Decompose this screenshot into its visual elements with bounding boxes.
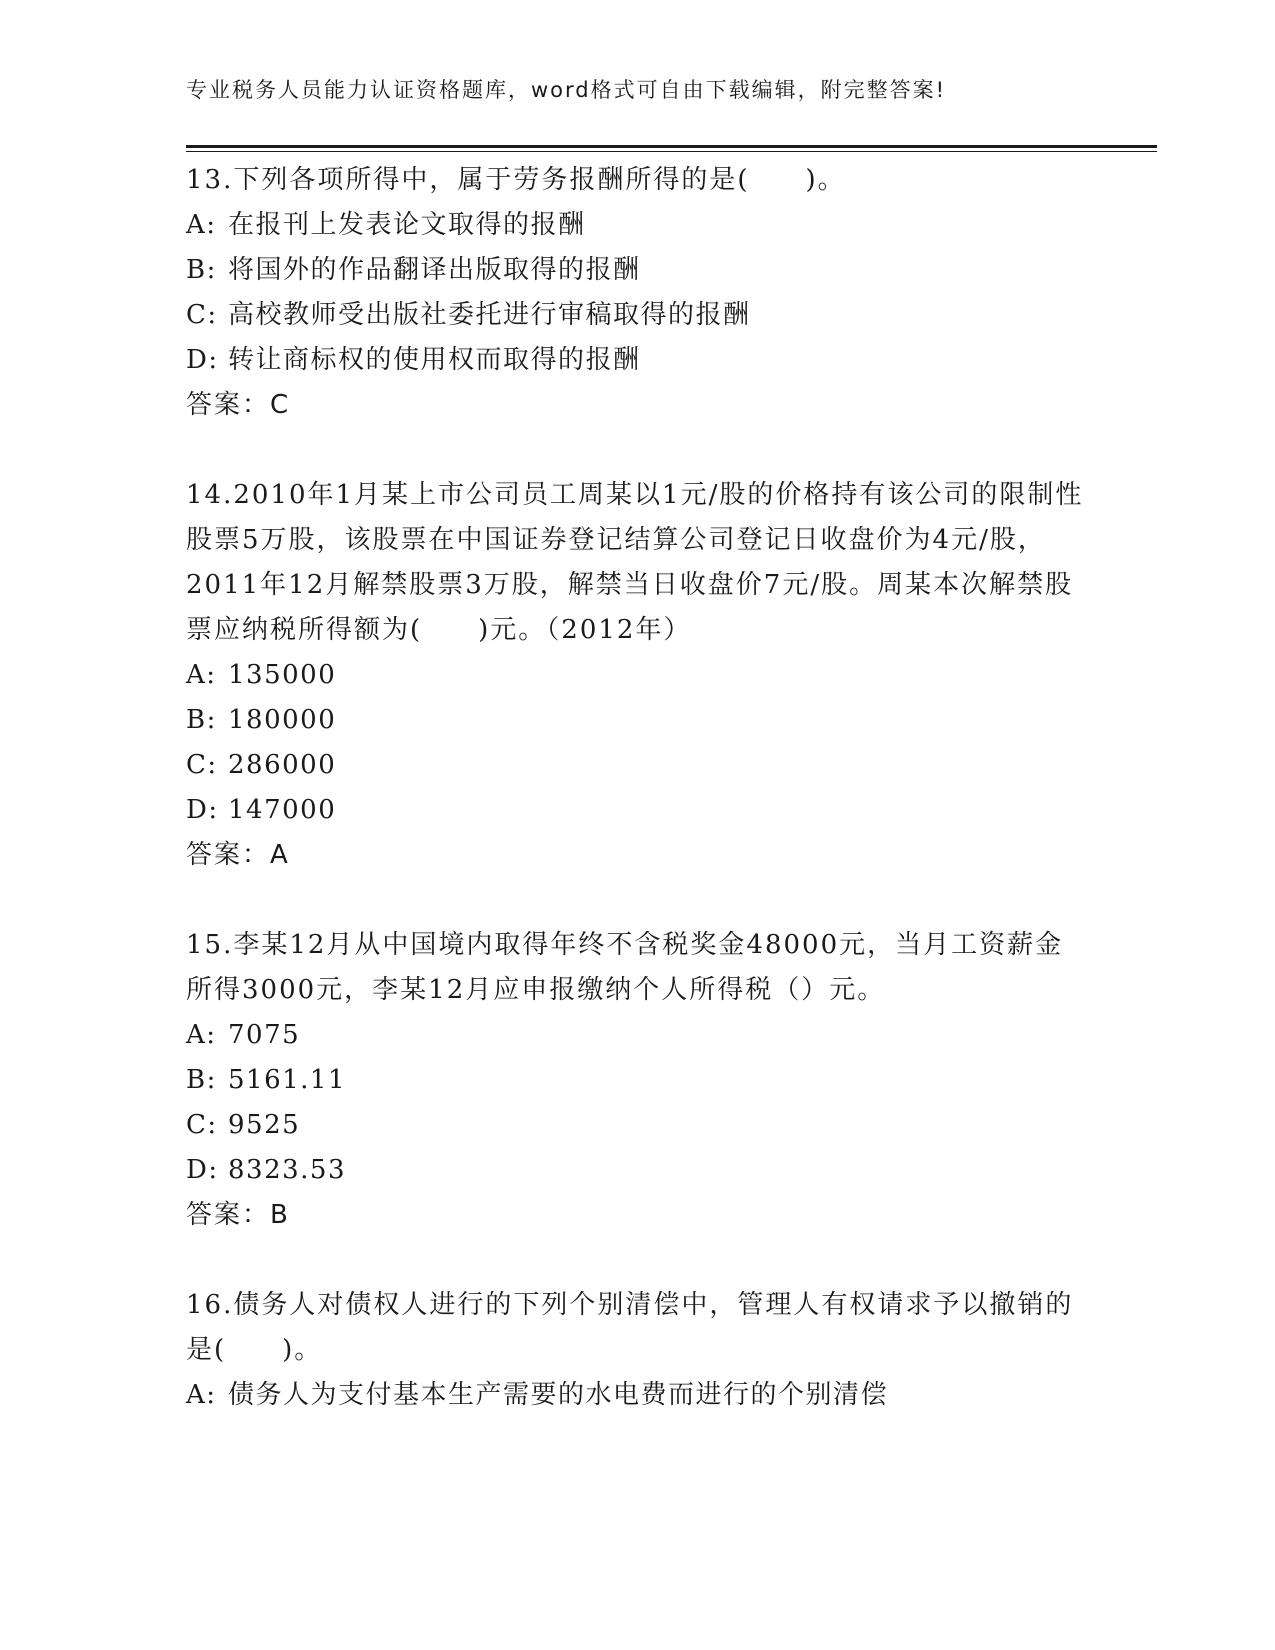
answer-line: 答案：A — [186, 840, 290, 870]
option-d — [186, 338, 1086, 383]
option-a — [186, 1013, 1086, 1058]
option-letter: D: — [186, 345, 219, 375]
option-letter: D: — [186, 1155, 219, 1185]
option-text: 135000 — [228, 660, 337, 690]
option-letter: A: — [186, 660, 217, 690]
option-text: 286000 — [228, 750, 337, 780]
option-a — [186, 653, 1086, 698]
question-stem: 16.债务人对债权人进行的下列个别清偿中，管理人有权请求予以撤销的是( )。 — [186, 1290, 1074, 1365]
option-d — [186, 1148, 1086, 1193]
option-c — [186, 1103, 1086, 1148]
question-stem: 14.2010年1月某上市公司员工周某以1元/股的价格持有该公司的限制性股票5万股，该股票在中国证券登记结算公司登记日收盘价为4元/股，2011年12月解禁股票3万股，解禁当日收盘价7元/股。周某本次解禁股票应纳税所得额为( )元。（2012年） — [186, 480, 1084, 645]
option-letter: D: — [186, 795, 219, 825]
option-c — [186, 293, 1086, 338]
option-b — [186, 1058, 1086, 1103]
option-letter: A: — [186, 1020, 217, 1050]
option-letter: A: — [186, 1380, 217, 1410]
answer-line: 答案：C — [186, 390, 291, 420]
option-text: 147000 — [228, 795, 337, 825]
question-stem: 13.下列各项所得中，属于劳务报酬所得的是( )。 — [186, 165, 846, 195]
question-14 — [186, 473, 1086, 878]
question-16 — [186, 1283, 1086, 1418]
option-c — [186, 743, 1086, 788]
option-letter: A: — [186, 210, 217, 240]
option-text: 债务人为支付基本生产需要的水电费而进行的个别清偿 — [228, 1380, 889, 1410]
option-b — [186, 248, 1086, 293]
option-text: 5161.11 — [228, 1065, 347, 1095]
question-list — [186, 158, 1086, 1418]
question-stem: 15.李某12月从中国境内取得年终不含税奖金48000元，当月工资薪金所得3000元，李某12月应申报缴纳个人所得税（）元。 — [186, 930, 1064, 1005]
option-text: 8323.53 — [228, 1155, 347, 1185]
header-rule-thin — [186, 151, 1157, 152]
question-15 — [186, 923, 1086, 1238]
question-gap — [186, 878, 1086, 923]
option-text: 9525 — [228, 1110, 301, 1140]
option-text: 7075 — [228, 1020, 301, 1050]
option-text: 在报刊上发表论文取得的报酬 — [228, 210, 586, 240]
question-gap — [186, 428, 1086, 473]
option-letter: B: — [186, 255, 217, 285]
page-header: 专业税务人员能力认证资格题库，word格式可自由下载编辑，附完整答案! — [186, 78, 947, 102]
question-13 — [186, 158, 1086, 428]
option-letter: C: — [186, 1110, 218, 1140]
option-text: 转让商标权的使用权而取得的报酬 — [228, 345, 641, 375]
question-gap — [186, 1238, 1086, 1283]
header-rule-thick — [186, 145, 1157, 148]
option-letter: C: — [186, 300, 218, 330]
option-text: 高校教师受出版社委托进行审稿取得的报酬 — [228, 300, 751, 330]
option-letter: B: — [186, 705, 217, 735]
option-letter: B: — [186, 1065, 217, 1095]
option-a — [186, 1373, 1086, 1418]
option-b — [186, 698, 1086, 743]
option-d — [186, 788, 1086, 833]
answer-line: 答案：B — [186, 1200, 290, 1230]
option-letter: C: — [186, 750, 218, 780]
option-a — [186, 203, 1086, 248]
option-text: 180000 — [228, 705, 337, 735]
option-text: 将国外的作品翻译出版取得的报酬 — [228, 255, 641, 285]
